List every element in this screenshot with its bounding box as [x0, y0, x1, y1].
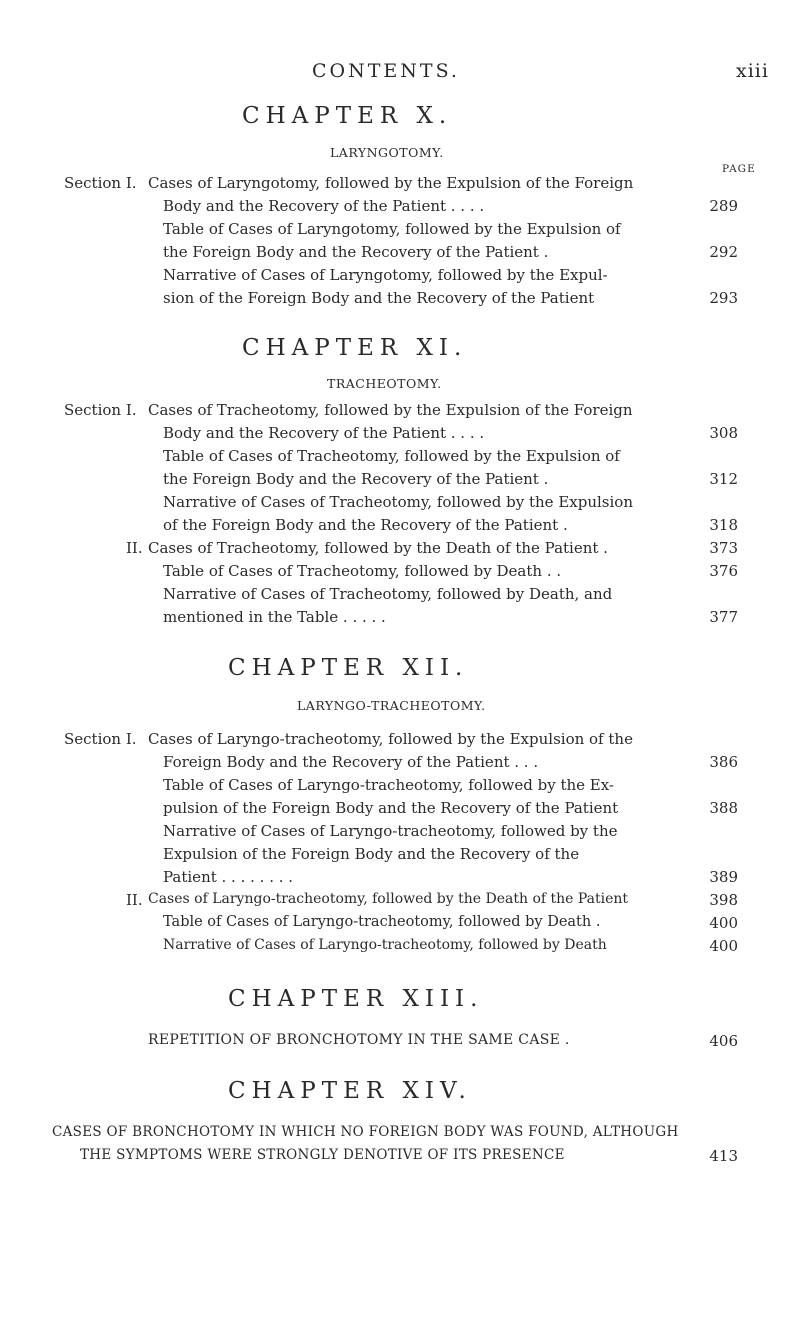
entry-page: 389: [709, 868, 738, 886]
entry-line: REPETITION OF BRONCHOTOMY IN THE SAME CASE .: [148, 1032, 570, 1048]
entry-line: Narrative of Cases of Laryngo-tracheotomy, followed by the: [163, 822, 618, 840]
entry-page: 318: [709, 516, 738, 534]
entry-line: Table of Cases of Tracheotomy, followed by Death . .: [163, 562, 562, 580]
chapter-subtitle: TRACHEOTOMY.: [327, 376, 442, 391]
entry-page: 293: [709, 289, 738, 307]
entry-page: 308: [709, 424, 738, 442]
entry-page: 386: [709, 753, 738, 771]
chapter-heading: CHAPTER XIV.: [228, 1078, 472, 1104]
section-label: II.: [126, 539, 143, 557]
entry-line: of the Foreign Body and the Recovery of the Patient .: [163, 516, 568, 534]
entry-line: Cases of Laryngo-tracheotomy, followed by the Death of the Patient: [148, 891, 629, 907]
entry-line: Narrative of Cases of Laryngo-tracheotomy, followed by Death: [163, 937, 607, 953]
entry-line: Foreign Body and the Recovery of the Patient . . .: [163, 753, 539, 771]
entry-page: 376: [709, 562, 738, 580]
entry-line: Cases of Tracheotomy, followed by the Expulsion of the Foreign: [148, 401, 633, 419]
chapter-heading: CHAPTER XI.: [242, 335, 468, 361]
entry-line: Narrative of Cases of Laryngotomy, followed by the Expul-: [163, 266, 608, 284]
chapter-subtitle: LARYNGOTOMY.: [330, 145, 444, 160]
section-label: II.: [126, 891, 143, 909]
entry-page: 413: [709, 1147, 738, 1165]
section-label: Section I.: [64, 174, 137, 192]
entry-page: 400: [709, 937, 738, 955]
entry-page: 400: [709, 914, 738, 932]
entry-line: Patient . . . . . . . .: [163, 868, 294, 886]
entry-page: 292: [709, 243, 738, 261]
entry-line: sion of the Foreign Body and the Recovery of the Patient: [163, 289, 595, 307]
entry-line: Narrative of Cases of Tracheotomy, followed by the Expulsion: [163, 493, 633, 511]
entry-line: pulsion of the Foreign Body and the Recovery of the Patient: [163, 799, 619, 817]
chapter-heading: CHAPTER XIII.: [228, 986, 484, 1012]
entry-line: Table of Cases of Laryngo-tracheotomy, followed by the Ex-: [163, 776, 614, 794]
entry-line: Table of Cases of Tracheotomy, followed by the Expulsion of: [163, 447, 620, 465]
section-label: Section I.: [64, 730, 137, 748]
header-page-number: xiii: [736, 60, 769, 82]
section-label: Section I.: [64, 401, 137, 419]
entry-line: Body and the Recovery of the Patient . . . .: [163, 424, 485, 442]
entry-line: Narrative of Cases of Tracheotomy, followed by Death, and: [163, 585, 613, 603]
entry-line: Body and the Recovery of the Patient . . . .: [163, 197, 485, 215]
entry-line: Expulsion of the Foreign Body and the Recovery of the: [163, 845, 580, 863]
entry-line: mentioned in the Table . . . . .: [163, 608, 386, 626]
entry-page: 388: [709, 799, 738, 817]
chapter-heading: CHAPTER XII.: [228, 655, 469, 681]
entry-page: 398: [709, 891, 738, 909]
entry-line: Cases of Laryngo-tracheotomy, followed by the Expulsion of the: [148, 730, 633, 748]
entry-line: CASES OF BRONCHOTOMY IN WHICH NO FOREIGN BODY WAS FOUND, ALTHOUGH: [52, 1124, 679, 1140]
chapter-subtitle: LARYNGO-TRACHEOTOMY.: [297, 698, 486, 713]
entry-line: Cases of Laryngotomy, followed by the Expulsion of the Foreign: [148, 174, 634, 192]
entry-page: 373: [709, 539, 738, 557]
entry-line: Table of Cases of Laryngotomy, followed by the Expulsion of: [163, 220, 621, 238]
header-title: CONTENTS.: [312, 60, 460, 82]
entry-line: Cases of Tracheotomy, followed by the Death of the Patient .: [148, 539, 608, 557]
entry-page: 312: [709, 470, 738, 488]
chapter-heading: CHAPTER X.: [242, 103, 453, 129]
entry-line: THE SYMPTOMS WERE STRONGLY DENOTIVE OF ITS PRESENCE: [80, 1147, 565, 1163]
entry-line: the Foreign Body and the Recovery of the Patient .: [163, 243, 549, 261]
entry-line: Table of Cases of Laryngo-tracheotomy, followed by Death .: [163, 914, 601, 930]
entry-page: 377: [709, 608, 738, 626]
entry-page: 406: [709, 1032, 738, 1050]
page-column-label: PAGE: [722, 163, 756, 175]
entry-page: 289: [709, 197, 738, 215]
entry-line: the Foreign Body and the Recovery of the Patient .: [163, 470, 549, 488]
